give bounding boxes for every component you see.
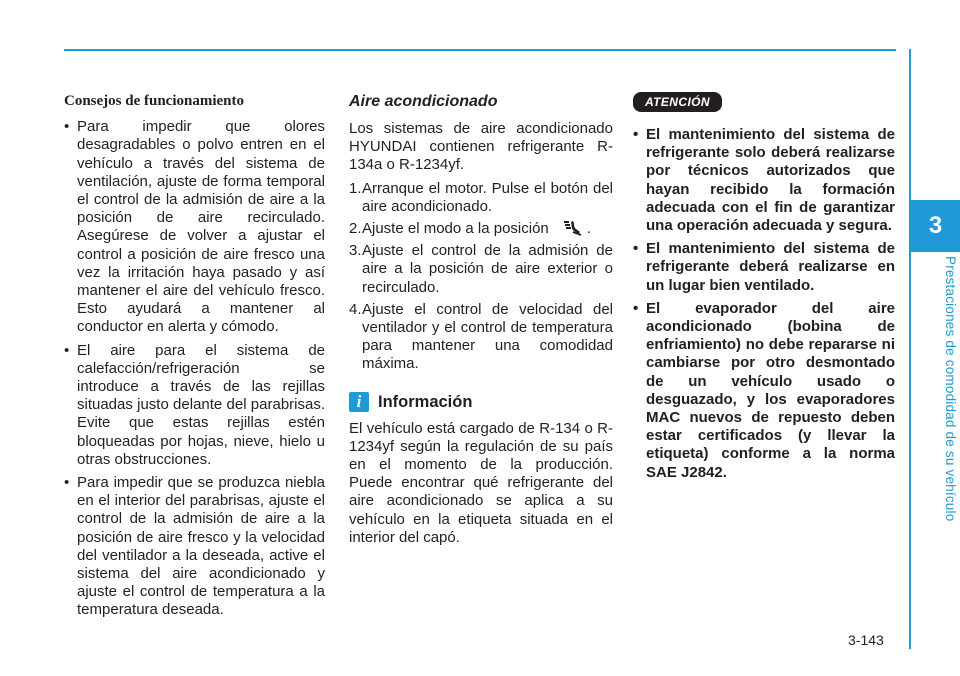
step-text: Ajuste el control de velocidad del ventilador y el control de temperatura para mantener una comodidad máxima. — [362, 300, 613, 373]
step-number: 2. — [349, 220, 362, 238]
step-number: 3. — [349, 242, 362, 260]
info-icon: i — [349, 392, 369, 412]
list-item: • Para impedir que olores desagradables o polvo entren en el vehículo a través del sistema de ventilación, ajuste de forma temporal el control de la admisión de aire a la posición de aire recirculado. Asegúrese de volver a ajustar el control a posición de aire fresco una vez la irritación haya pasado y así mantener el aire del vehículo fresco. Esto ayudará a mantener al conductor en alerta y cómodo. — [64, 118, 325, 336]
floor-defrost-mode-icon — [561, 220, 583, 236]
chapter-title: Prestaciones de comodidad de su vehículo — [943, 256, 958, 522]
attention-badge: ATENCIÓN — [633, 92, 722, 112]
tips-list — [64, 118, 325, 619]
column-air-conditioning — [349, 92, 613, 552]
column-operating-tips — [64, 92, 325, 625]
step-text: Arranque el motor. Pulse el botón del aire acondicionado. — [362, 179, 613, 215]
info-text: El vehículo está cargado de R-134 o R-1234yf según la regulación de su país en el momento de la producción. Puede encontrar qué refrigerante del aire acondicionado se aplica a su vehículo en la etiqueta situada en el interior del capó. — [349, 419, 613, 546]
step-text: Ajuste el modo a la posición — [362, 220, 549, 238]
list-item: • El evaporador del aire acondicionado (bobina de enfriamiento) no debe repararse ni cambiarse por otro desmontado de un vehículo usado o desguazado, y los evaporadores MAC nuevos de repuesto deben estar certificados (y llevar la etiqueta) conforme a la norma SAE J2842. — [633, 300, 895, 482]
step-number: 1. — [349, 179, 362, 197]
list-item: • El mantenimiento del sistema de refrigerante solo deberá realizarse por técnicos autorizados que hayan recibido la formación adecuada con el fin de garantizar una operación adecuada y segura. — [633, 126, 895, 235]
info-heading-label: Información — [378, 392, 473, 411]
list-item: • El mantenimiento del sistema de refrigerante deberá realizarse en un lugar bien ventilado. — [633, 240, 895, 295]
top-rule — [64, 49, 896, 51]
side-rule — [909, 49, 911, 649]
list-item — [349, 301, 613, 374]
chapter-tab: 3 — [911, 200, 960, 252]
list-item — [349, 180, 613, 216]
column-attention — [633, 92, 895, 487]
list-item — [349, 220, 613, 238]
step-suffix: . — [586, 220, 591, 238]
attention-list — [633, 126, 895, 482]
section-heading-ac: Aire acondicionado — [349, 93, 498, 110]
section-heading-tips: Consejos de funcionamiento — [64, 93, 245, 109]
list-item: • El aire para el sistema de calefacción/refrigeración se introduce a través de las rejillas situadas justo delante del parabrisas. Evite que estas rejillas estén bloqueadas por hojas, nieve, hielo u otras obstrucciones. — [64, 342, 325, 469]
step-number: 4. — [349, 300, 362, 318]
ac-intro: Los sistemas de aire acondicionado HYUNDAI contienen refrigerante R-134a o R-1234yf. — [349, 120, 613, 174]
list-item — [349, 242, 613, 297]
list-item: • Para impedir que se produzca niebla en el interior del parabrisas, ajuste el control de la admisión de aire a la posición de aire fresco y la velocidad del ventilador a la deseada, active el sistema del aire acondicionado y ajuste el control de temperatura a la temperatura deseada. — [64, 474, 325, 620]
page-number: 3-143 — [848, 632, 884, 648]
step-text: Ajuste el control de la admisión de aire a la posición de aire exterior o recirculado. — [362, 242, 613, 296]
info-heading — [349, 392, 613, 412]
ac-steps — [349, 180, 613, 374]
